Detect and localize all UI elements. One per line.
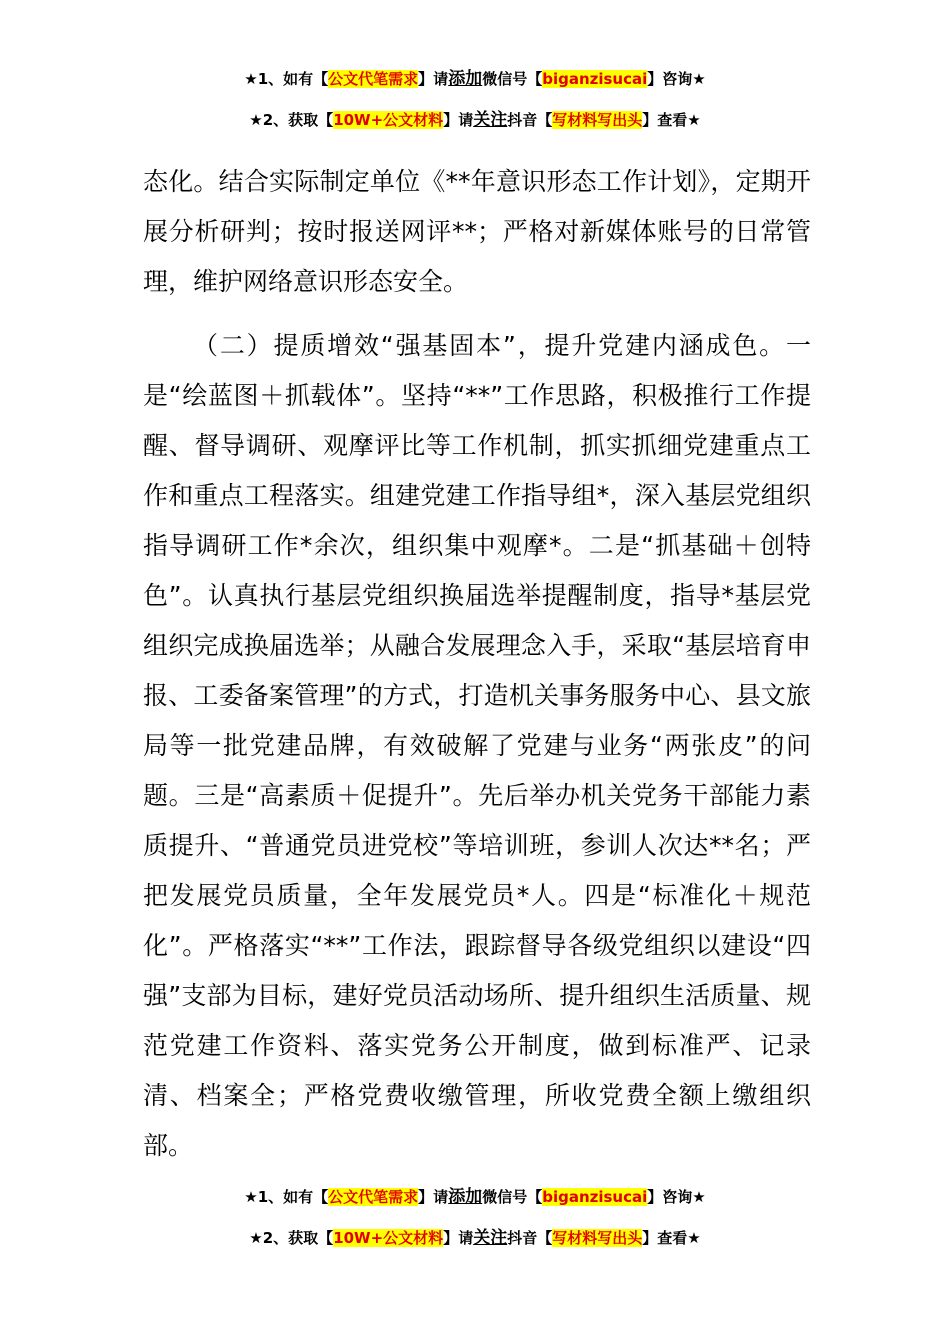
ad-emphasis: 添加: [448, 1187, 483, 1207]
ad-highlight-wechat-id: biganzisucai: [542, 1188, 648, 1206]
ad-highlight-wechat-id: biganzisucai: [542, 70, 648, 88]
ad-text: 】请: [418, 70, 449, 88]
ad-text: 】请: [443, 1229, 474, 1247]
document-body: [143, 157, 811, 1171]
ad-emphasis: 添加: [448, 69, 483, 89]
footer-ad-line-1: [0, 1186, 950, 1208]
ad-suffix: 】查看★: [642, 111, 701, 129]
ad-prefix: ★1、如有【: [244, 1188, 329, 1206]
ad-emphasis: 关注: [473, 1228, 508, 1248]
header-ad-line-1: [0, 68, 950, 90]
footer-ad-line-2: [0, 1227, 950, 1249]
ad-highlight-service: 公文代笔需求: [328, 1188, 419, 1206]
ad-suffix: 】咨询★: [647, 1188, 706, 1206]
ad-prefix: ★1、如有【: [244, 70, 329, 88]
paragraph-continuation: 态化。结合实际制定单位《**年意识形态工作计划》，定期开展分析研判；按时报送网评**；严格对新媒体账号的日常管理，维护网络意识形态安全。: [143, 167, 811, 296]
ad-highlight-douyin-account: 写材料写出头: [552, 1229, 643, 1247]
ad-highlight-materials: 10W+公文材料: [333, 111, 444, 129]
ad-text: 抖音【: [507, 1229, 553, 1247]
ad-text: 】请: [418, 1188, 449, 1206]
paragraph-section-two: （二）提质增效“强基固本”，提升党建内涵成色。一是“绘蓝图＋抓载体”。坚持“**”工作思路，积极推行工作提醒、督导调研、观摩评比等工作机制，抓实抓细党建重点工作和重点工程落实。组建党建工作指导组*，深入基层党组织指导调研工作*余次，组织集中观摩*。二是“抓基础＋创特色”。认真执行基层党组织换届选举提醒制度，指导*基层党组织完成换届选举；从融合发展理念入手，采取“基层培育申报、工委备案管理”的方式，打造机关事务服务中心、县文旅局等一批党建品牌，有效破解了党建与业务“两张皮”的问题。三是“高素质＋促提升”。先后举办机关党务干部能力素质提升、“普通党员进党校”等培训班，参训人次达**名；严把发展党员质量，全年发展党员*人。四是“标准化＋规范化”。严格落实“**”工作法，跟踪督导各级党组织以建设“四强”支部为目标，建好党员活动场所、提升组织生活质量、规范党建工作资料、落实党务公开制度，做到标准严、记录清、档案全；严格党费收缴管理，所收党费全额上缴组织部。: [143, 331, 811, 1160]
ad-text: 抖音【: [507, 111, 553, 129]
ad-text: 微信号【: [482, 70, 543, 88]
ad-highlight-douyin-account: 写材料写出头: [552, 111, 643, 129]
header-ad-line-2: [0, 109, 950, 131]
ad-suffix: 】咨询★: [647, 70, 706, 88]
ad-emphasis: 关注: [473, 110, 508, 130]
ad-prefix: ★2、获取【: [249, 1229, 334, 1247]
ad-highlight-materials: 10W+公文材料: [333, 1229, 444, 1247]
ad-text: 微信号【: [482, 1188, 543, 1206]
ad-suffix: 】查看★: [642, 1229, 701, 1247]
ad-prefix: ★2、获取【: [249, 111, 334, 129]
ad-text: 】请: [443, 111, 474, 129]
ad-highlight-service: 公文代笔需求: [328, 70, 419, 88]
